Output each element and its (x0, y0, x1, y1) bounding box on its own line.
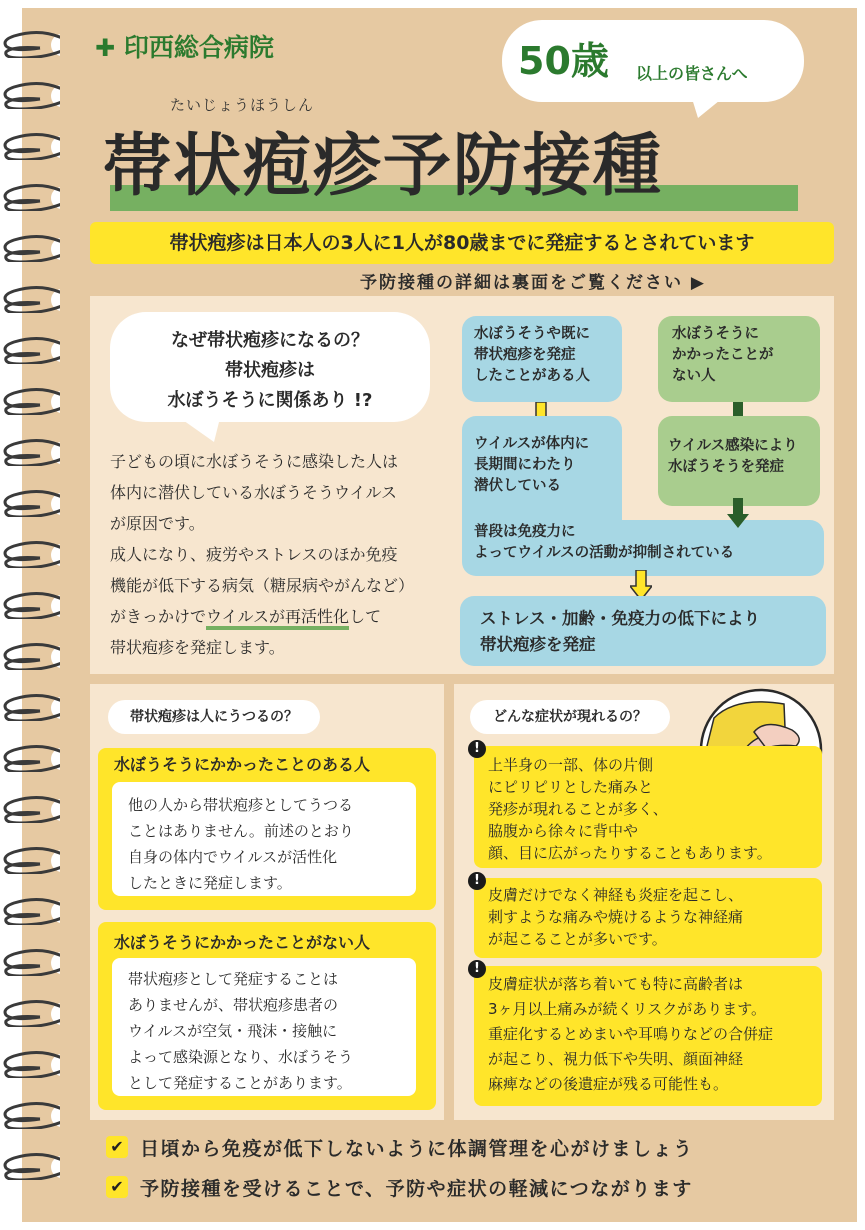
flow-blue-2: ウイルスが体内に 長期間にわたり 潜伏している (474, 436, 590, 494)
check-icon: ✔ (106, 1136, 128, 1158)
why-text-1: 子どもの頃に水ぼうそうに感染した人は 体内に潜伏している水ぼうそうウイルス が原因です。 成人になり、疲労やストレスのほか免疫 機能が低下する病気（糖尿病やがんなど） がきっかけで (110, 452, 415, 626)
back-page-note: 予防接種の詳細は裏面をご覧ください ▶ (360, 273, 706, 293)
flow-blue-1: 水ぼうそうや既に 帯状疱疹を発症 したことがある人 (462, 316, 622, 402)
spiral-ring (0, 591, 60, 619)
spiral-ring (0, 846, 60, 874)
statistic-banner: 帯状疱疹は日本人の3人に1人が80歳までに発症するとされています (90, 222, 834, 264)
contagion-question: 帯状疱疹は人にうつるの？ (108, 700, 320, 734)
spiral-ring (0, 387, 60, 415)
spiral-ring (0, 336, 60, 364)
hospital-logo (95, 28, 274, 64)
age-subtitle: 以上の皆さんへ (636, 64, 748, 83)
case-1-title: 水ぼうそうにかかったことのある人 (114, 755, 371, 774)
symptom-2-text: 皮膚だけでなく神経も炎症を起こし、 刺すような痛みや焼けるような神経痛 が起こることが多いです。 (488, 886, 744, 948)
check-icon: ✔ (106, 1176, 128, 1198)
spiral-ring (0, 1050, 60, 1078)
why-question-bubble: なぜ帯状疱疹になるの？ 帯状疱疹は 水ぼうそうに関係あり !? (110, 312, 430, 422)
symptom-1-text: 上半身の一部、体の片側 にピリピリとした痛みと 発疹が現れることが多く、 脇腹から徐々に背中や 顔、目に広がったりすることもあります。 (488, 756, 772, 862)
symptoms-question: どんな症状が現れるの？ (470, 700, 670, 734)
spiral-ring (0, 132, 60, 160)
case-1-text: 他の人から帯状疱疹としてうつる ことはありません。前述のとおり 自身の体内でウイルスが活性化 したときに発症します。 (112, 782, 416, 896)
spiral-ring (0, 1152, 60, 1180)
spiral-ring (0, 1101, 60, 1129)
spiral-ring (0, 897, 60, 925)
hospital-name: 印西総合病院 (123, 33, 274, 62)
spiral-ring (0, 540, 60, 568)
spiral-ring (0, 438, 60, 466)
case-2-text: 帯状疱疹として発症することは ありませんが、帯状疱疹患者の ウイルスが空気・飛沫・接触に よって感染源となり、水ぼうそう として発症することがあります。 (112, 958, 416, 1096)
age-50: 50歳 (518, 39, 609, 83)
spiral-ring (0, 285, 60, 313)
spiral-ring (0, 999, 60, 1027)
spiral-ring (0, 642, 60, 670)
spiral-ring (0, 30, 60, 58)
spiral-ring (0, 744, 60, 772)
alert-icon: ! (468, 872, 486, 890)
why-bubble-tail (180, 418, 220, 444)
spiral-ring (0, 693, 60, 721)
why-explanation (110, 446, 455, 663)
symptom-3-text: 皮膚症状が落ち着いても特に高齢者は 3ヶ月以上痛みが続くリスクがあります。 重症化するとめまいや耳鳴りなどの合併症 が起こり、視力低下や失明、顔面神経 麻痺などの後遺症が残る可能性も。 (488, 975, 774, 1093)
bubble-tail (690, 92, 730, 120)
flow-green-1: 水ぼうそうに かかったことが ない人 (658, 316, 820, 402)
case-2-title: 水ぼうそうにかかったことがない人 (114, 933, 371, 952)
footer-line-1: 日頃から免疫が低下しないように体調管理を心がけましょう (140, 1138, 694, 1160)
flow-green-2: ウイルス感染により 水ぼうそうを発症 (658, 416, 820, 506)
spiral-ring (0, 795, 60, 823)
title-ruby: たいじょうほうしん (170, 96, 315, 114)
footer-line-2: 予防接種を受けることで、予防や症状の軽減につながります (140, 1178, 693, 1200)
alert-icon: ! (468, 740, 486, 758)
flow-suppress: 普段は免疫力に よってウイルスの活動が抑制されている (474, 524, 735, 561)
spiral-ring (0, 489, 60, 517)
spiral-ring (0, 183, 60, 211)
flow-final: ストレス・加齢・免疫力の低下により 帯状疱疹を発症 (460, 596, 826, 666)
spiral-ring (0, 234, 60, 262)
spiral-ring (0, 81, 60, 109)
page-title: 帯状疱疹予防接種 (103, 127, 664, 206)
alert-icon: ! (468, 960, 486, 978)
why-text-2: して 帯状疱疹を発症します。 (110, 607, 382, 657)
cross-logo-icon: ✚ (95, 34, 116, 62)
spiral-ring (0, 948, 60, 976)
why-text-highlight: ウイルスが再活性化 (206, 607, 349, 630)
